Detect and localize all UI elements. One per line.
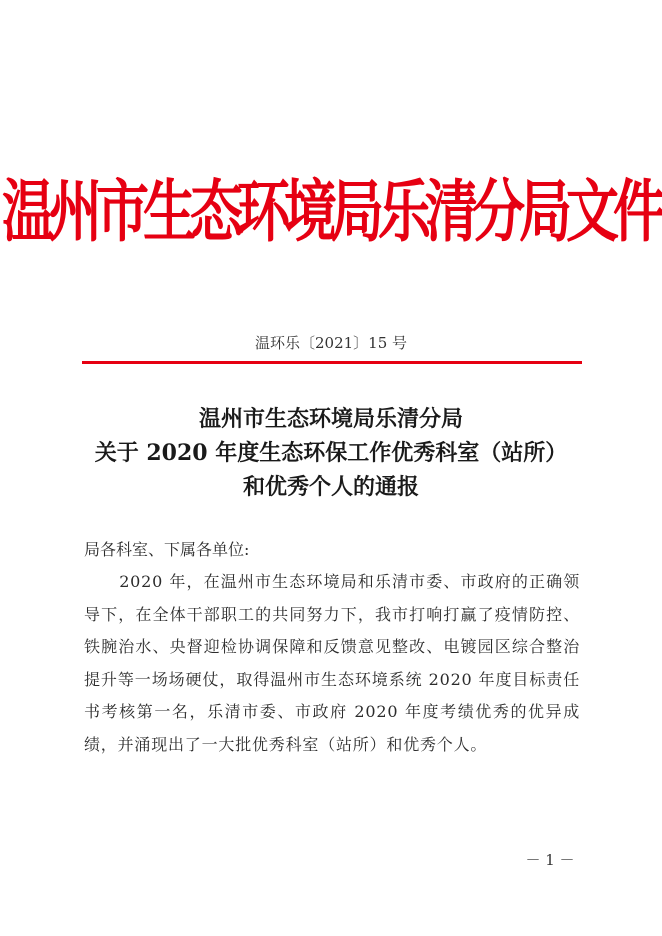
document-header-title: 温州市生态环境局乐清分局文件 [2,172,660,252]
document-number: 温环乐〔2021〕15 号 [254,334,408,352]
notice-title-line-2: 关于 2020 年度生态环保工作优秀科室（站所） [94,440,568,466]
body-paragraph: 2020 年，在温州市生态环境局和乐清市委、市政府的正确领导下，在全体干部职工的共同努力下，我市打响打赢了疫情防控、铁腕治水、央督迎检协调保障和反馈意见整改、电镀园区综合整治提升等一场场硬仗，取得温州市生态环境系统 2020 年度目标责任书考核第一名，乐清市委、市政府 2020 年度考绩优秀的优异成绩，并涌现出了一大批优秀科室（站所）和优秀个人。 [84,572,580,754]
notice-title [0,402,662,504]
page-number: － 1 － [525,851,575,869]
salutation: 局各科室、下属各单位: [84,540,250,559]
notice-title-line-1: 温州市生态环境局乐清分局 [198,406,463,432]
notice-title-line-3: 和优秀个人的通报 [242,474,419,500]
header-red-divider [82,361,582,364]
